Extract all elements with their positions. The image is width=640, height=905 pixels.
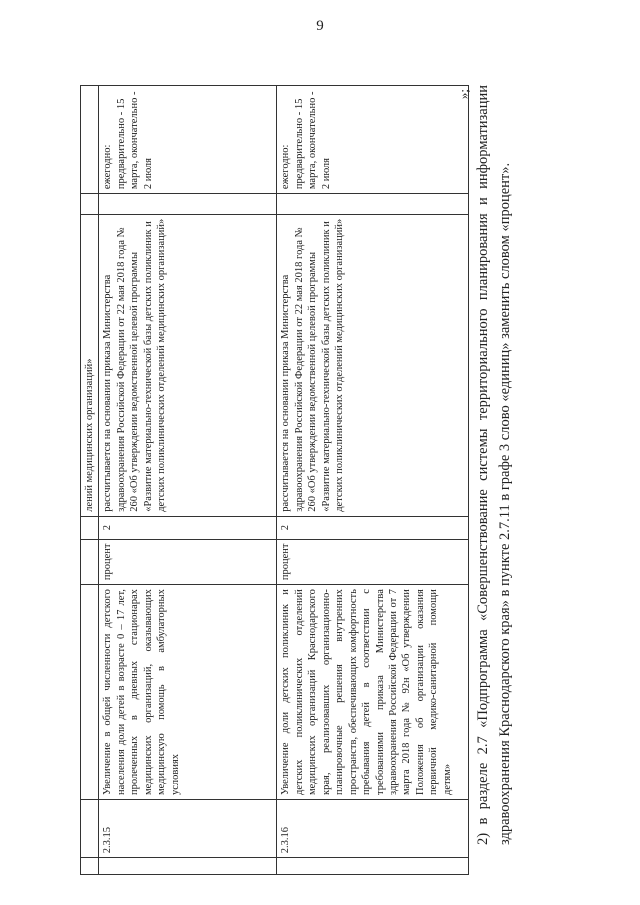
row-period: ежегодно: предварительно - 15 марта, окончательно - 2 июля [277, 86, 469, 194]
row-period: ежегодно: предварительно - 15 марта, окончательно - 2 июля [99, 86, 277, 194]
row-num: 2 [99, 516, 277, 539]
row-method: рассчитывается на основании приказа Министерства здравоохранения Российской Федерации от 22 мая 2018 года № 260 «Об утверждении ведомственной целевой программы «Развитие материально-технической базы детских поликлиник и детских поликлинических отделений медицинских организаций» [277, 214, 469, 516]
page-number: 9 [316, 18, 324, 34]
row-code: 2.3.15 [99, 800, 277, 858]
row-method: рассчитывается на основании приказа Министерства здравоохранения Российской Федерации от 22 мая 2018 года № 260 «Об утверждении ведомственной целевой программы «Развитие материально-технической базы детских поликлиник и детских поликлинических отделений медицинских организаций» [99, 214, 277, 516]
rotated-content [80, 85, 540, 875]
row-unit: процент [277, 539, 469, 585]
table-row [277, 86, 469, 875]
indicators-table [80, 85, 469, 875]
table-row [81, 86, 99, 875]
row-indicator: Увеличение доли детских поликлиник и детских поликлинических отделений медицинских организаций Краснодарского края, реализовавших организационно-планировочные решения внутренних пространств, обеспечивающих комфортность пребывания детей в соответствии с требованиями приказа Министерства здравоохранения Российской Федерации от 7 марта 2018 года № 92н «Об утверждении Положения об организации оказания первичной медико-санитарной помощи детям» [277, 585, 469, 800]
table-row [99, 86, 277, 875]
row-indicator: Увеличение в общей численности детского населения доли детей в возрасте 0 – 17 лет, пролеченных в дневных стационарах медицинских организаций, оказывающих медицинскую помощь в амбулаторных условиях [99, 585, 277, 800]
row-code: 2.3.16 [277, 800, 469, 858]
table-cell-continued: лений медицинских организаций» [81, 214, 99, 516]
amendment-paragraph [472, 85, 517, 875]
row-num: 2 [277, 516, 469, 539]
closing-quote: »; [456, 89, 471, 100]
row-unit: процент [99, 539, 277, 585]
paragraph-text: 2) в разделе 2.7 «Подпрограмма «Совершенствование системы территориального планирования и информатизации здравоохранения Краснодарского края» в пункте 2.7.11 в графе 3 слово «единиц» заменить словом «процент». [475, 85, 514, 845]
